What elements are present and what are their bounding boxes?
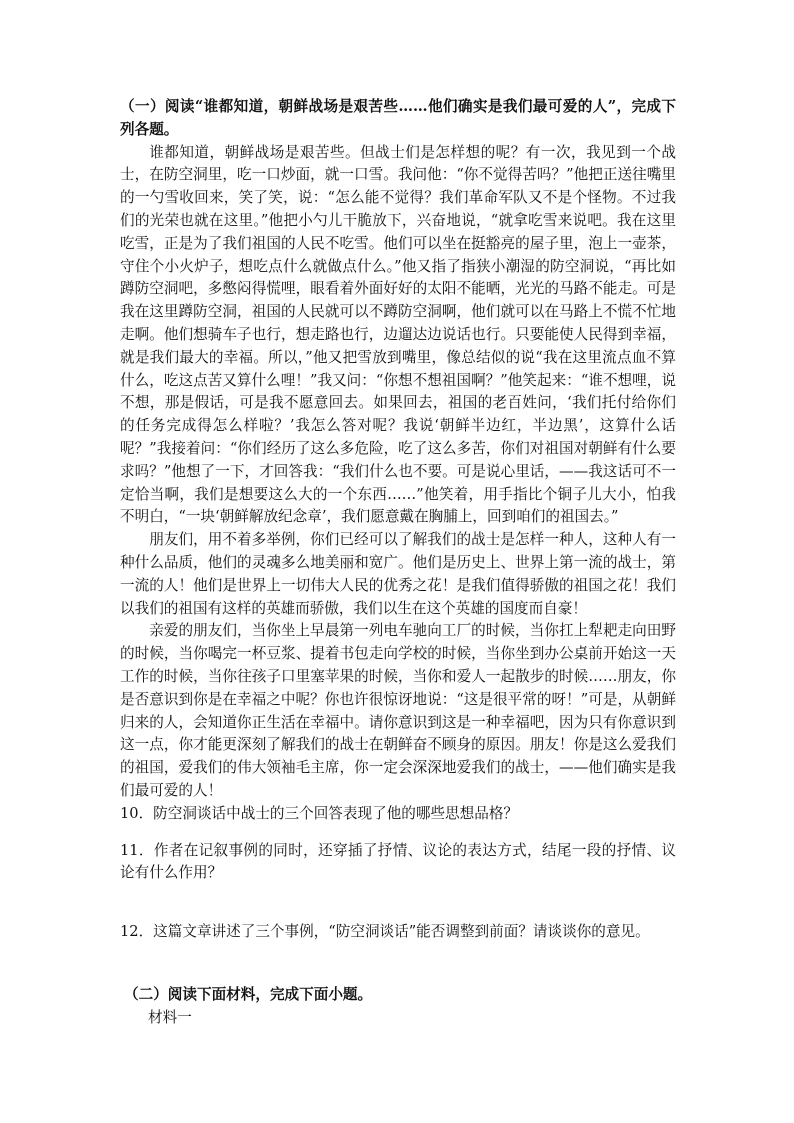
section2-heading: （二）阅读下面材料，完成下面小题。 (124, 985, 373, 1003)
question-12: 12．这篇文章讲述了三个事例，“防空洞谈话”能否调整到前面？请谈谈你的意见。 (120, 923, 650, 941)
section1-heading: （一）阅读“谁都知道，朝鲜战场是艰苦些……他们确实是我们最可爱的人”，完成下列各题。 (120, 98, 676, 138)
question-10: 10．防空洞谈话中战士的三个回答表现了他的哪些思想品格？ (120, 804, 519, 822)
answer-space-10 (120, 826, 676, 840)
question-11: 11．作者在记叙事例的同时，还穿插了抒情、议论的表达方式，结尾一段的抒情、议论有什么作用？ (120, 841, 676, 882)
answer-space-11 (120, 885, 676, 921)
material-label: 材料一 (148, 1008, 192, 1026)
paragraph-1: 谁都知道，朝鲜战场是艰苦些。但战士们是怎样想的呢？有一次，我见到一个战士，在防空洞里，吃一口炒面，就一口雪。我问他：“你不觉得苦吗？”他把正送往嘴里的一勺雪收回来，笑了笑，说：“怎么能不觉得？我们革命军队又不是个怪物。不过我们的光荣也就在这里。”他把小勺儿干脆放下，兴奋地说，“就拿吃雪来说吧。我在这里吃雪，正是为了我们祖国的人民不吃雪。他们可以坐在挺豁亮的屋子里，泡上一壶茶，守住个小火炉子，想吃点什么就做点什么。”他又指了指狭小潮湿的防空洞说，“再比如蹲防空洞吧，多憋闷得慌哩，眼看着外面好好的太阳不能晒，光光的马路不能走。可是我在这里蹲防空洞，祖国的人民就可以不蹲防空洞啊，他们就可以在马路上不慌不忙地走啊。他们想骑车子也行，想走路也行，边遛达边说话也行。只要能使人民得到幸福，就是我们最大的幸福。所以，”他又把雪放到嘴里，像总结似的说“我在这里流点血不算什么，吃这点苦又算什么哩！”我又问：“你想不想祖国啊？”他笑起来：“谁不想哩，说不想，那是假话，可是我不愿意回去。如果回去，祖国的老百姓问，‘我们托付给你们的任务完成得怎么样啦？’我怎么答对呢？我说‘朝鲜半边红，半边黑’，这算什么话呢？”我接着问：“你们经历了这么多危险，吃了这么多苦，你们对祖国对朝鲜有什么要求吗？”他想了一下，才回答我：“我们什么也不要。可是说心里话，——我这话可不一定恰当啊，我们是想要这么大的一个东西……”他笑着，用手指比个铜子儿大小，怕我不明白，“一块‘朝鲜解放纪念章’，我们愿意戴在胸脯上，回到咱们的祖国去。” (120, 143, 676, 526)
document-content (120, 96, 676, 1029)
paragraph-3: 亲爱的朋友们，当你坐上早晨第一列电车驰向工厂的时候，当你扛上犁耙走向田野的时候，当你喝完一杯豆浆、提着书包走向学校的时候，当你坐到办公桌前开始这一天工作的时候，当你往孩子口里塞苹果的时候，当你和爱人一起散步的时候……朋友，你是否意识到你是在幸福之中呢？你也许很惊讶地说：“这是很平常的呀！”可是，从朝鲜归来的人，会知道你正生活在幸福中。请你意识到这是一种幸福吧，因为只有你意识到这一点，你才能更深刻了解我们的战士在朝鲜奋不顾身的原因。朋友！你是这么爱我们的祖国，爱我们的伟大领袖毛主席，你一定会深深地爱我们的战士，——他们确实是我们最可爱的人！ (120, 622, 676, 799)
answer-space-12 (120, 944, 676, 984)
paragraph-2: 朋友们，用不着多举例，你们已经可以了解我们的战士是怎样一种人，这种人有一种什么品质，他们的灵魂多么地美丽和宽广。他们是历史上、世界上第一流的战士，第一流的人！他们是世界上一切伟大人民的优秀之花！是我们值得骄傲的祖国之花！我们以我们的祖国有这样的英雄而骄傲，我们以生在这个英雄的国度而自豪！ (120, 531, 676, 617)
